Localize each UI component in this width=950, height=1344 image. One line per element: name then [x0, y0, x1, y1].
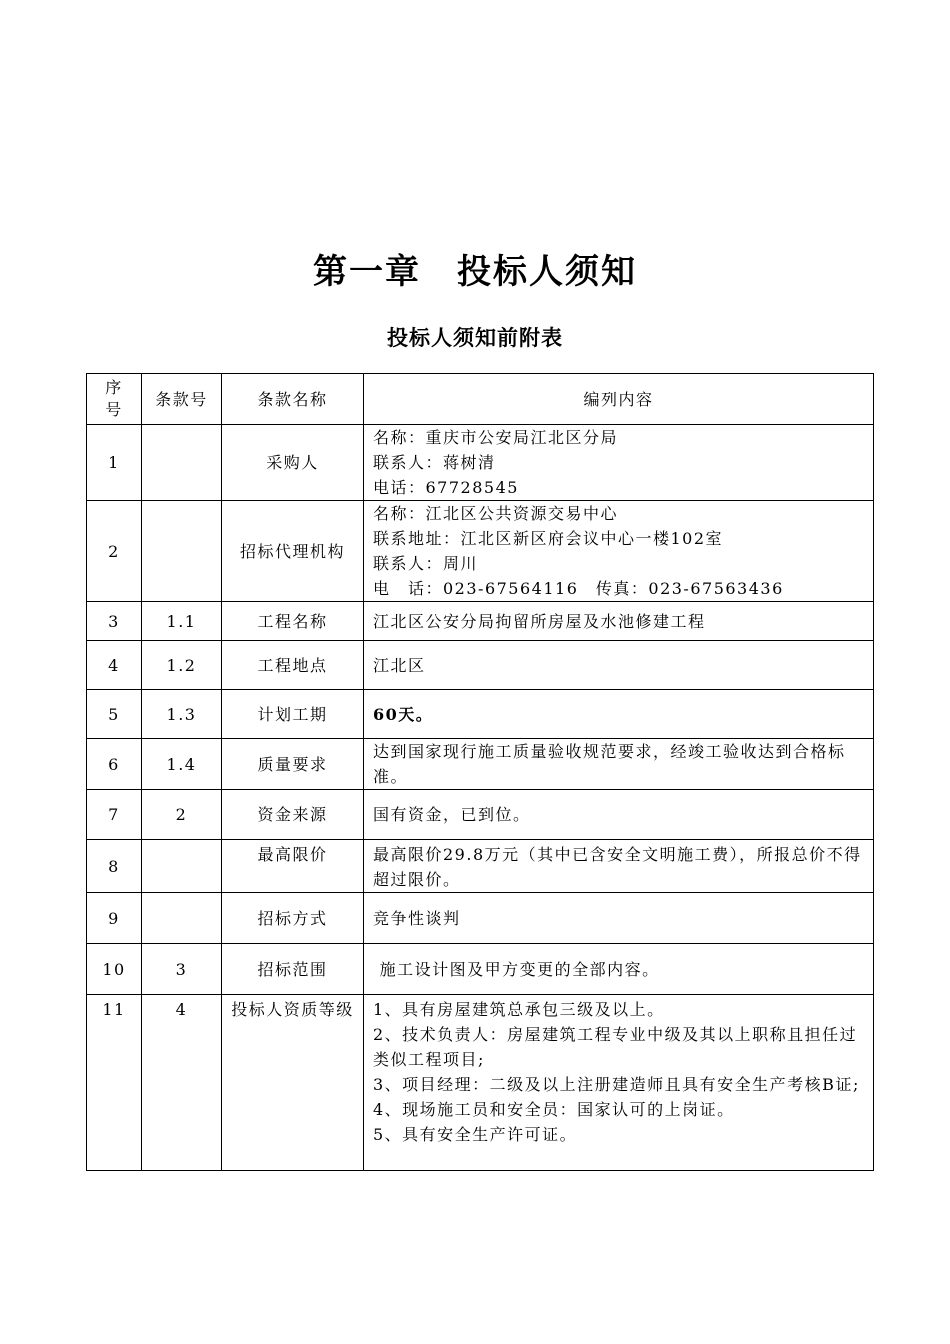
table-row [87, 501, 874, 602]
bid-notice-front-table [86, 373, 874, 1171]
row-content [364, 944, 874, 995]
content-line: 4、现场施工员和安全员：国家认可的上岗证。 [373, 1100, 735, 1119]
row-clause-no: 2 [142, 790, 222, 840]
row-seq: 8 [87, 840, 142, 893]
row-seq: 7 [87, 790, 142, 840]
row-clause-no: 1.3 [142, 690, 222, 739]
table-row [87, 690, 874, 739]
chapter-title: 第一章 投标人须知 [313, 252, 637, 292]
row-clause-no: 1.4 [142, 739, 222, 790]
row-content [364, 840, 874, 893]
row-seq: 11 [87, 995, 142, 1171]
row-clause-no: 3 [142, 944, 222, 995]
row-seq: 1 [87, 425, 142, 501]
header-clause-no: 条款号 [142, 374, 222, 425]
content-line: 1、具有房屋建筑总承包三级及以上。 [373, 1000, 665, 1019]
table-row [87, 739, 874, 790]
row-content [364, 739, 874, 790]
row-seq: 5 [87, 690, 142, 739]
content-line: 达到国家现行施工质量验收规范要求，经竣工验收达到合格标准。 [373, 742, 846, 786]
content-line: 最高限价29.8万元（其中已含安全文明施工费），所报总价不得超过限价。 [373, 845, 862, 889]
content-line: 竞争性谈判 [373, 908, 461, 928]
row-clause-no [142, 501, 222, 602]
header-clause-name: 条款名称 [222, 374, 364, 425]
table-row [87, 602, 874, 641]
header-content: 编列内容 [364, 374, 874, 425]
row-clause-no: 1.2 [142, 641, 222, 690]
table-row [87, 944, 874, 995]
row-clause-name: 招标范围 [222, 944, 364, 995]
row-content [364, 641, 874, 690]
row-clause-no: 4 [142, 995, 222, 1171]
row-content [364, 893, 874, 944]
row-content [364, 425, 874, 501]
content-line: 联系人：周川 [373, 554, 479, 573]
row-clause-name: 招标代理机构 [222, 501, 364, 602]
row-clause-name: 计划工期 [222, 690, 364, 739]
row-clause-name: 采购人 [222, 425, 364, 501]
content-line: 3、项目经理：二级及以上注册建造师且具有安全生产考核B证; [373, 1075, 860, 1094]
content-line: 联系人：蒋树清 [373, 453, 496, 472]
content-line: 电话：67728545 [373, 478, 519, 497]
row-content [364, 690, 874, 739]
row-clause-name: 工程地点 [222, 641, 364, 690]
content-line: 电 话：023-67564116 传真：023-67563436 [373, 579, 784, 598]
row-clause-name: 质量要求 [222, 739, 364, 790]
content-line: 江北区公安分局拘留所房屋及水池修建工程 [373, 611, 706, 631]
row-clause-no [142, 893, 222, 944]
table-row [87, 641, 874, 690]
content-line: 5、具有安全生产许可证。 [373, 1125, 578, 1144]
table-row [87, 840, 874, 893]
table-subtitle: 投标人须知前附表 [387, 325, 563, 350]
table-row [87, 790, 874, 840]
row-clause-name: 招标方式 [222, 893, 364, 944]
table-row [87, 893, 874, 944]
row-clause-no [142, 425, 222, 501]
row-content [364, 995, 874, 1171]
row-clause-name: 资金来源 [222, 790, 364, 840]
row-content [364, 501, 874, 602]
header-seq-label: 序 号 [105, 378, 123, 419]
content-line: 60天。 [373, 704, 434, 724]
content-line: 江北区 [373, 655, 426, 675]
content-line: 国有资金，已到位。 [373, 805, 531, 824]
content-line: 名称：重庆市公安局江北区分局 [373, 428, 619, 447]
row-clause-name: 投标人资质等级 [222, 995, 364, 1171]
row-clause-name: 工程名称 [222, 602, 364, 641]
table-header-row [87, 374, 874, 425]
row-seq: 9 [87, 893, 142, 944]
content-line: 2、技术负责人：房屋建筑工程专业中级及其以上职称且担任过类似工程项目; [373, 1025, 858, 1069]
row-clause-no: 1.1 [142, 602, 222, 641]
row-content [364, 790, 874, 840]
row-seq: 10 [87, 944, 142, 995]
content-line: 联系地址：江北区新区府会议中心一楼102室 [373, 529, 724, 548]
row-clause-name: 最高限价 [222, 840, 364, 893]
row-seq: 6 [87, 739, 142, 790]
row-content [364, 602, 874, 641]
table-row [87, 425, 874, 501]
row-clause-no [142, 840, 222, 893]
row-seq: 2 [87, 501, 142, 602]
header-seq [87, 374, 142, 425]
content-line: 施工设计图及甲方变更的全部内容。 [373, 959, 660, 979]
row-seq: 4 [87, 641, 142, 690]
content-line: 名称：江北区公共资源交易中心 [373, 504, 619, 523]
table-row [87, 995, 874, 1171]
row-seq: 3 [87, 602, 142, 641]
